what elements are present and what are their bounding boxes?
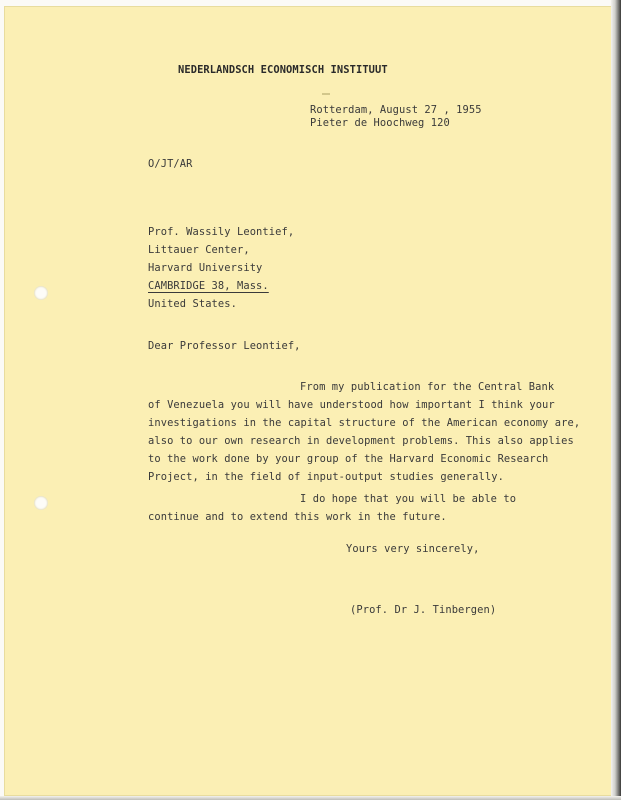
body-line: continue and to extend this work in the future.	[148, 511, 447, 523]
recipient-line: Littauer Center,	[148, 244, 250, 256]
punch-hole-icon	[34, 286, 48, 300]
sender-address: Pieter de Hoochweg 120	[310, 117, 450, 129]
scan-edge-bottom	[0, 796, 621, 800]
recipient-line: Prof. Wassily Leontief,	[148, 226, 295, 238]
body-line: I do hope that you will be able to	[300, 493, 517, 505]
body-line: to the work done by your group of the Harvard Economic Research	[148, 453, 549, 465]
body-line: Project, in the field of input-output studies generally.	[148, 471, 504, 483]
scan-edge-right	[611, 0, 621, 800]
body-line: From my publication for the Central Bank	[300, 381, 555, 393]
place-date: Rotterdam, August 27 , 1955	[310, 104, 482, 116]
salutation: Dear Professor Leontief,	[148, 340, 301, 352]
recipient-line: Harvard University	[148, 262, 263, 274]
body-line: also to our own research in development problems. This also applies	[148, 435, 574, 447]
punch-hole-icon	[34, 496, 48, 510]
recipient-country: United States.	[148, 298, 237, 310]
body-line: investigations in the capital structure of the American economy are,	[148, 417, 581, 429]
paper-mark	[322, 93, 330, 95]
closing: Yours very sincerely,	[346, 543, 480, 555]
reference-code: O/JT/AR	[148, 158, 193, 170]
body-line: of Venezuela you will have understood how important I think your	[148, 399, 555, 411]
signature-name: (Prof. Dr J. Tinbergen)	[350, 604, 497, 616]
recipient-city: CAMBRIDGE 38, Mass.	[148, 280, 269, 292]
letterhead: NEDERLANDSCH ECONOMISCH INSTITUUT	[178, 64, 388, 76]
